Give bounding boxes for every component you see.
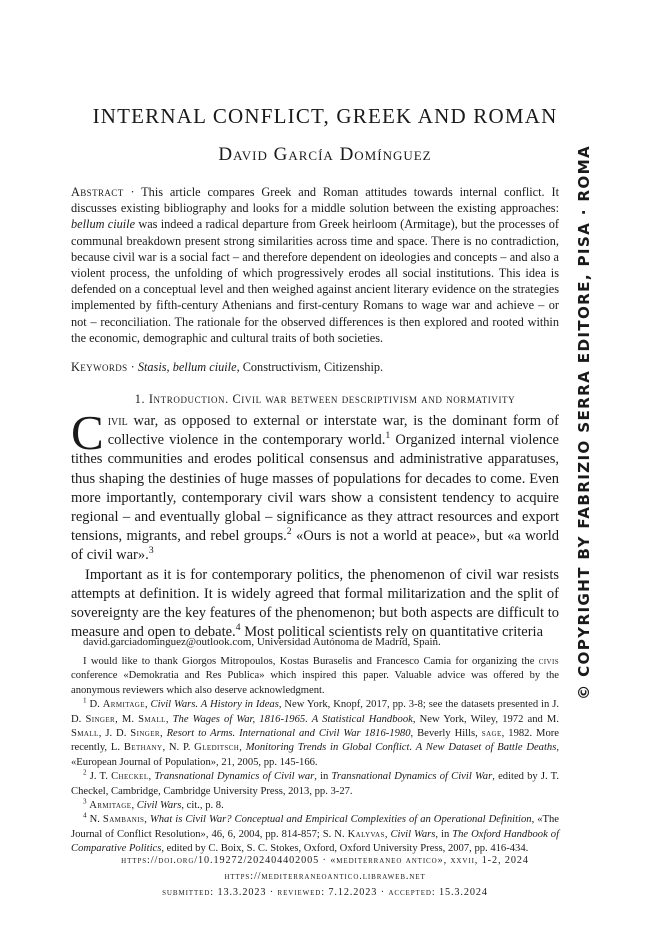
acknowledgment: I would like to thank Giorgos Mitropoulos, Kostas Buraselis and Francesco Camia for organizing the civis conference «Demokratia and Res Publica» which inspired this paper. Valuable advice was offered by the anonymous reviewers which also deserve acknowledgment.	[71, 656, 559, 696]
body-text	[71, 405, 559, 642]
article-title: INTERNAL CONFLICT, GREEK AND ROMAN	[92, 104, 558, 128]
doi-link[interactable]: https://doi.org/10.19272/202404402005 · «mediterraneo antico», xxvii, 1-2, 2024	[121, 855, 529, 866]
submission-dates: submitted: 13.3.2023 · reviewed: 7.12.2023 · accepted: 15.3.2024	[162, 887, 488, 898]
keywords: Keywords · Stasis, bellum ciuile, Constructivism, Citizenship.	[71, 360, 384, 374]
section-heading: 1. Introduction. Civil war between descriptivism and normativity	[134, 392, 516, 406]
abstract: Abstract · This article compares Greek and Roman attitudes towards internal conflict. It discusses existing bibliography and looks for a middle solution between the existing approaches: bellum ciuile was indeed a radical departure from Greek heirloom (Armitage), but the processes of communal breakdown present strong similarities across time and space. There is no contradiction, because civil war is a social fact – and therefore dependent on ideologies and concepts – and also a violent process, the unfolding of which progressively erodes all social institutions. This idea is defended on a conceptual level and then weighed against ancient literary evidence on the strategies implemented by fifth-century Athenians and first-century Romans to wage war and achieve – or not – reconciliation. The rationale for the observed differences is then explored and rooted within the economic, demographic and cultural traits of both societies.	[71, 185, 560, 345]
footnote: $^4$ N. Sambanis, What is Civil War? Conceptual and Empirical Complexities of an Operational Definition, «The Journal of Conflict Resolution», 46, 6, 2004, pp. 814-857; S. N. Kalyvas, Civil Wars, in The Oxford Handbook of Comparative Politics, edited by C. Boix, S. C. Stokes, Oxford, Oxford University Press, 2007, pp. 416-434.	[71, 811, 560, 855]
paragraph: Civil war, as opposed to external or interstate war, is the dominant form of collective violence in the contemporary world.$^1$ Organized internal violence tithes communities and erodes political consensus and administrative apparatuses, thus shaping the destinies of huge masses of populations for decades to come. Even more importantly, contemporary civil wars show a consistent tendency to acquire regional – and eventually global – significance as they attract resources and export tensions, migrants, and rebel groups.$^2$ «Ours is not a world at peace», but «a world of civil war».$^3$	[71, 405, 559, 564]
paragraph: Important as it is for contemporary politics, the phenomenon of civil war resists attempts at definition. It is widely agreed that formal militarization and the split of sovereignty are the key features of the phenomenon; but both aspects are difficult to measure and open to debate.$^4$ Most political scientists rely on quantitative criteria	[71, 566, 559, 641]
footnote: $^1$ D. Armitage, Civil Wars. A History in Ideas, New York, Knopf, 2017, pp. 3-8; see the datasets presented in J. D. Singer, M. Small, The Wages of War, 1816-1965. A Statistical Handbook, New York, Wiley, 1972 and M. Small, J. D. Singer, Resort to Arms. International and Civil War 1816-1980, Beverly Hills, sage, 1982. More recently, L. Bethany, N. P. Gleditsch, Monitoring Trends in Global Conflict. A New Dataset of Battle Deaths, «European Journal of Population», 21, 2005, pp. 145-166.	[71, 696, 560, 768]
footnote-ref[interactable]: 3	[148, 545, 154, 557]
footnote-ref[interactable]: 4	[235, 622, 241, 634]
author-affiliation: david.garciadominguez@outlook.com, Universidad Autónoma de Madrid, Spain.	[83, 636, 441, 648]
drop-cap: C	[71, 405, 104, 460]
footnote-ref[interactable]: 1	[385, 430, 391, 442]
footnotes	[71, 655, 559, 857]
keywords-label: Keywords	[71, 360, 128, 374]
article-author: David García Domínguez	[218, 144, 432, 165]
abstract-label: Abstract	[71, 185, 124, 199]
copyright-notice: © COPYRIGHT BY FABRIZIO SERRA EDITORE, PISA · ROMA	[575, 144, 593, 700]
footnote: $^2$ J. T. Checkel, Transnational Dynamics of Civil war, in Transnational Dynamics of Civil War, edited by J. T. Checkel, Cambridge, Cambridge University Press, 2013, pp. 3-27.	[71, 768, 560, 797]
footnote: $^3$ Armitage, Civil Wars, cit., p. 8.	[83, 797, 224, 812]
footnote-ref[interactable]: 2	[286, 526, 292, 538]
journal-url-link[interactable]: https://mediterraneoantico.libraweb.net	[224, 871, 426, 882]
